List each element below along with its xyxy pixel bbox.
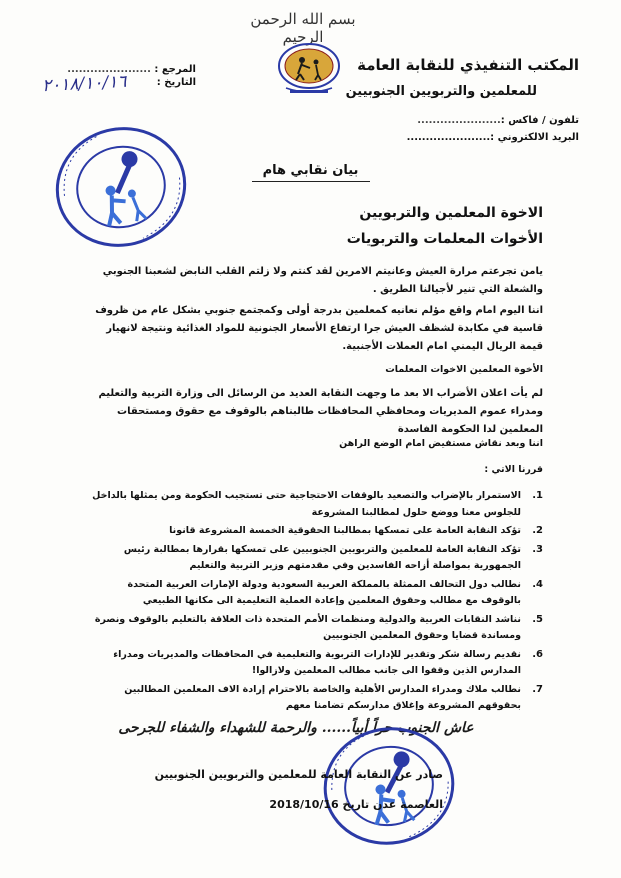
- org-name-line2: للمعلمين والتربويين الجنوبيين: [345, 84, 537, 99]
- list-item-text: تؤكد النقابة العامة للمعلمين والتربويين الجنوبيين على تمسكها بقرارها بمطالبة رئيس الجمهورية بمواصلة أزاحه الفاسدين وفي مقدمتهم وزير التربية والتعليم: [123, 543, 521, 571]
- list-item: [88, 682, 543, 715]
- official-stamp-icon: [318, 722, 460, 850]
- list-item: [88, 542, 543, 575]
- list-item: [88, 488, 543, 521]
- phone-fax-label: تلفون / فاكس :: [500, 115, 579, 126]
- email-dots: ......................: [406, 132, 491, 143]
- paragraph-2: اننا اليوم امام واقع مؤلم نعانيه كمعلمين بدرجة أولى وكمجتمع جنوبي بشكل عام من ظروف قاسية في مكابدة لشظف العيش جرا ارتفاع الأسعار الجنونية للمواد الغذائية ونتيجة لانهيار قيمة الريال اليمني امام العملات الأجنبية.: [95, 305, 543, 352]
- basmala: بسم الله الرحمن الرحيم: [250, 10, 356, 46]
- phone-fax-dots: ......................: [417, 115, 501, 126]
- list-item: [88, 523, 543, 540]
- closing-slogan: عاش الجنوب حراً أبياً...... والرحمة للشهداء والشفاء للجرحى: [118, 720, 474, 736]
- list-item-text: الاستمرار بالإضراب والتصعيد بالوقفات الاحتجاجية حتى تستجيب الحكومة ومن يمثلها بالداخل للجلوس معنا ووضع حلول لمطالبنا المشروعة: [92, 490, 521, 518]
- list-item-number: 7.: [532, 683, 543, 695]
- handwritten-date: ٢٠١٨/١٠/١٦: [41, 71, 127, 97]
- list-item-number: 3.: [532, 543, 543, 555]
- list-item: [88, 577, 543, 610]
- union-logo-icon: [266, 38, 352, 100]
- list-item-number: 6.: [532, 648, 543, 660]
- list-item-number: 5.: [532, 613, 543, 625]
- decisions-list: [88, 488, 543, 717]
- statement-title: بيان نقابي هام: [262, 163, 359, 178]
- paragraph-3: الأخوة المعلمين الاخوات المعلمات: [385, 364, 543, 375]
- list-item-text: نطالب ملاك ومدراء المدارس الأهلية والخاصة بالاحترام إرادة الاف المعلمين المطالبين بحقوقهم المشروعة وإغلاق مدارسكم تضامنا معهم: [124, 683, 521, 711]
- paragraph-6: قررنا الاتي :: [484, 464, 543, 475]
- list-item: [88, 647, 543, 680]
- date-label: التاريخ :: [156, 77, 196, 88]
- place-date-line: العاصمة عدن تاريخ 2018/10/16: [269, 798, 443, 811]
- reference-label: المرجع :: [154, 64, 196, 75]
- paragraph-1: يامن تجرعتم مرارة العيش وعانيتم الامرين لقد كنتم ولا زلتم القلب النابض لشعبنا الجنوبي والشعلة التي تنير لأجيالنا الطريق .: [102, 266, 543, 295]
- title-underline: [252, 181, 370, 182]
- list-item-number: 4.: [532, 578, 543, 590]
- email-row: [379, 132, 579, 143]
- letterhead-right: [345, 56, 579, 143]
- phone-fax-row: [379, 115, 579, 126]
- list-item-text: تؤكد النقابة العامة على تمسكها بمطالبنا الحقوقية الخمسة المشروعة قانونا: [169, 525, 521, 536]
- reference-dots: ......................: [67, 64, 151, 75]
- org-name-line1: المكتب التنفيذي للنقابة العامة: [357, 56, 579, 74]
- list-item-text: نقديم رسالة شكر وتقدير للإدارات التربوية والتعليمية في المحافظات والمديريات ومدراء المدارس الذين وقفوا الى جانب مطالب المعلمين ولازالوا!: [113, 648, 521, 676]
- list-item: [88, 612, 543, 645]
- list-item-text: نطالب دول التحالف الممثلة بالمملكة العربية السعودية ودولة الإمارات العربية المتحدة بالوقوف مع مطالب وحقوق المعلمين وإعادة العملية التعليمية الى مكانها الطبيعي: [127, 578, 521, 606]
- paragraph-4: لم يأت اعلان الأضراب الا بعد ما وجهت النقابة العديد من الرسائل الى وزارة التربية والتعليم ومدراء عموم المديريات ومحافظي المحافظات طالبناهم بالوقوف مع حقوق ومستحقات المعلمين لدا الحكومة الفاسدة: [98, 388, 543, 435]
- salutation-teachers: الاخوة المعلمين والتربويين: [359, 205, 543, 221]
- issuer-line: صادر عن النقابة العامة للمعلمين والتربويين الجنوبيين: [154, 768, 443, 781]
- email-label: البريد الالكتروني :: [490, 132, 579, 143]
- list-item-number: 2.: [532, 525, 543, 536]
- salutation-female-teachers: الأخوات المعلمات والتربويات: [346, 231, 543, 247]
- list-item-text: نناشد النقابات العربية والدولية ومنظمات الأمم المتحدة ذات العلاقة بالتعليم بالوقوف ونصرة ومساندة قضايا وحقوق المعلمين الجنوبيين: [94, 613, 521, 641]
- official-stamp-icon: [50, 122, 192, 252]
- list-item-number: 1.: [532, 490, 543, 501]
- paragraph-5: اننا وبعد نقاش مستفيض امام الوضع الراهن: [339, 438, 543, 449]
